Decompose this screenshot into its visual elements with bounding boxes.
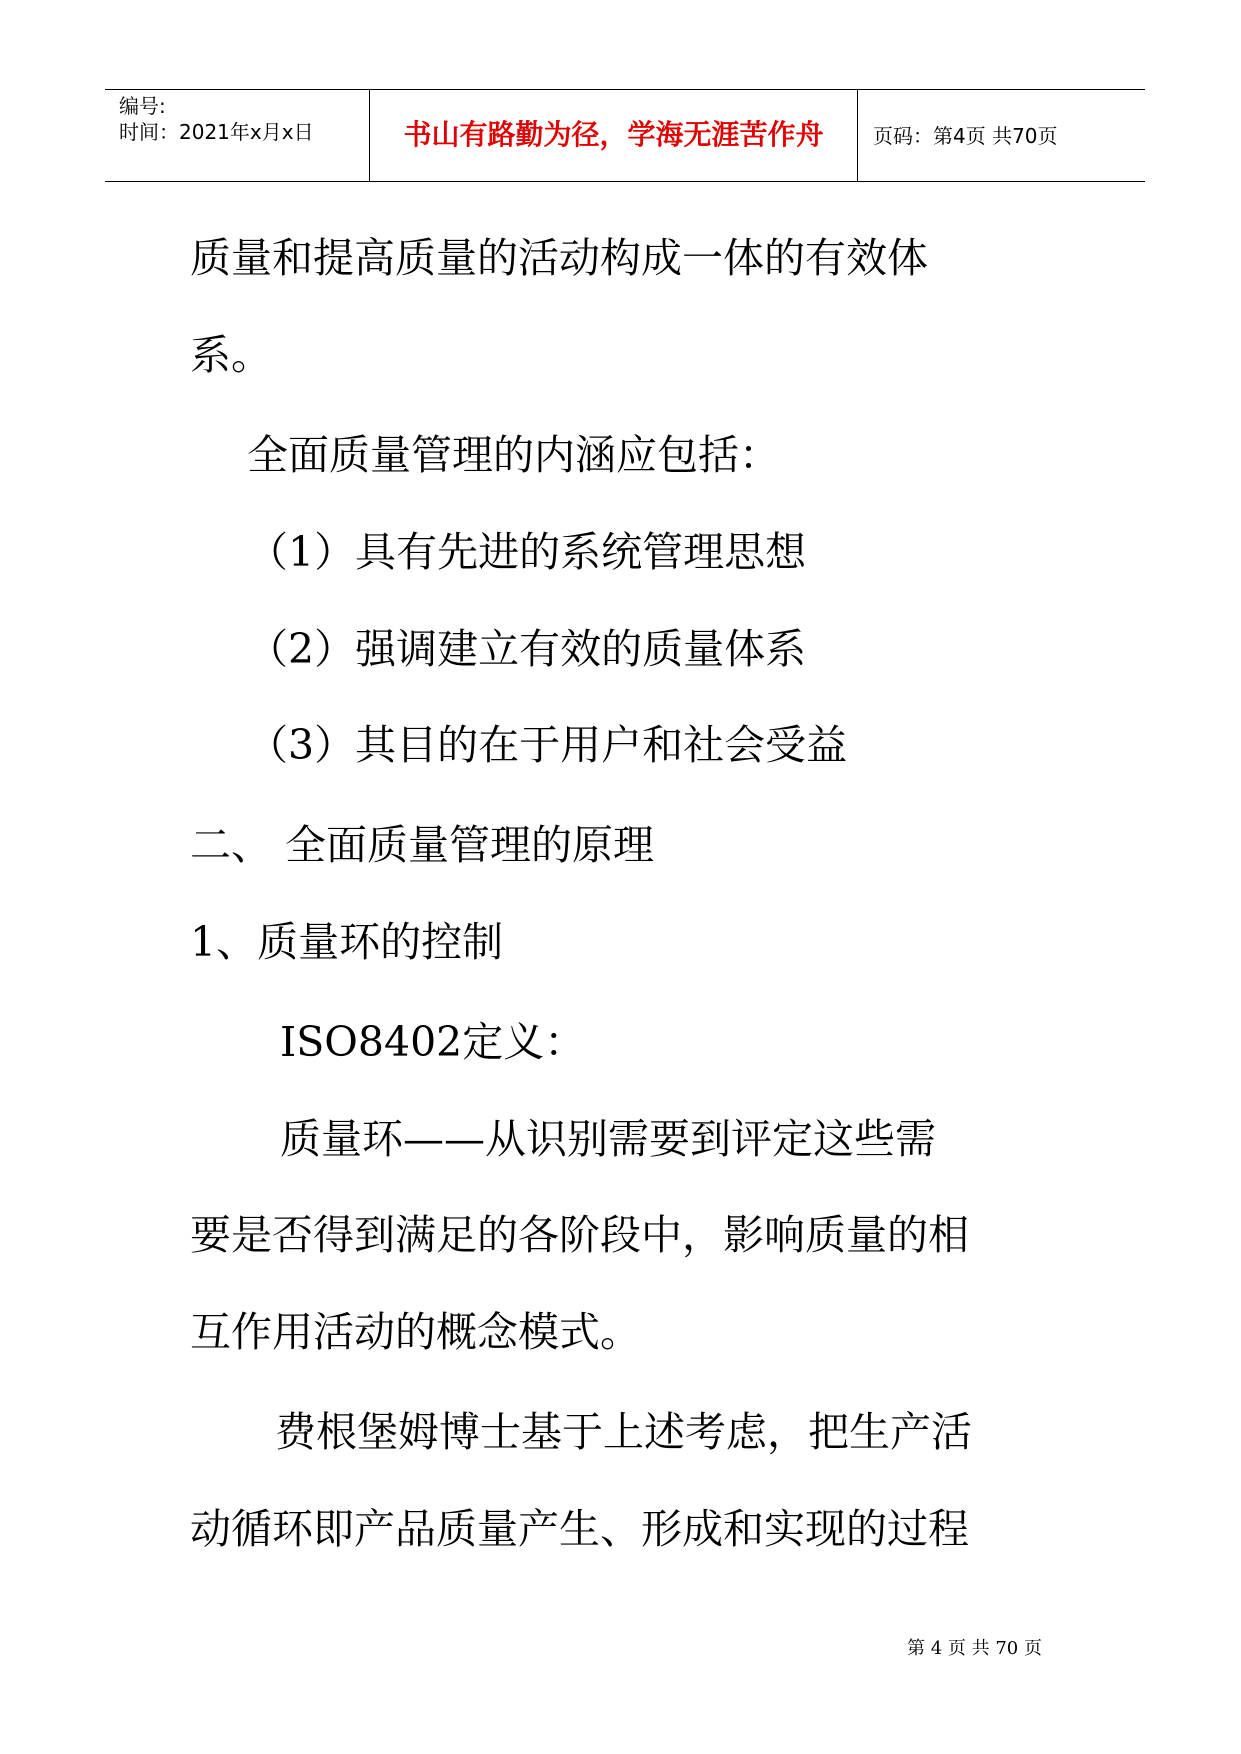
body-line: 质量环——从识别需要到评定这些需	[280, 1115, 936, 1163]
section-heading: 二、 全面质量管理的原理	[190, 821, 655, 869]
header-motto: 书山有路勤为径，学海无涯苦作舟	[403, 118, 824, 151]
document-number-label: 编号:	[119, 94, 166, 118]
body-line: 系。	[190, 331, 272, 379]
header-motto-cell	[369, 90, 858, 181]
body-line: 互作用活动的概念模式。	[190, 1308, 641, 1356]
list-item: （1）具有先进的系统管理思想	[247, 528, 807, 576]
header-page-cell	[858, 90, 1145, 181]
subsection-heading: 1、质量环的控制	[190, 918, 504, 966]
document-header	[105, 89, 1145, 182]
body-line: ISO8402定义：	[280, 1018, 586, 1066]
header-page-code: 页码：第4页 共70页	[873, 124, 1058, 148]
header-meta-cell	[105, 90, 369, 181]
body-line: 要是否得到满足的各阶段中，影响质量的相	[190, 1211, 969, 1259]
list-item: （3）其目的在于用户和社会受益	[247, 721, 848, 769]
document-time-label: 时间：2021年x月x日	[119, 120, 314, 144]
body-line: 费根堡姆博士基于上述考虑，把生产活	[275, 1408, 972, 1456]
list-item: （2）强调建立有效的质量体系	[247, 625, 807, 673]
body-line: 质量和提高质量的活动构成一体的有效体	[190, 234, 928, 282]
page-footer: 第 4 页 共 70 页	[907, 1638, 1042, 1659]
body-line: 动循环即产品质量产生、形成和实现的过程	[190, 1505, 969, 1553]
body-line: 全面质量管理的内涵应包括：	[247, 431, 780, 479]
